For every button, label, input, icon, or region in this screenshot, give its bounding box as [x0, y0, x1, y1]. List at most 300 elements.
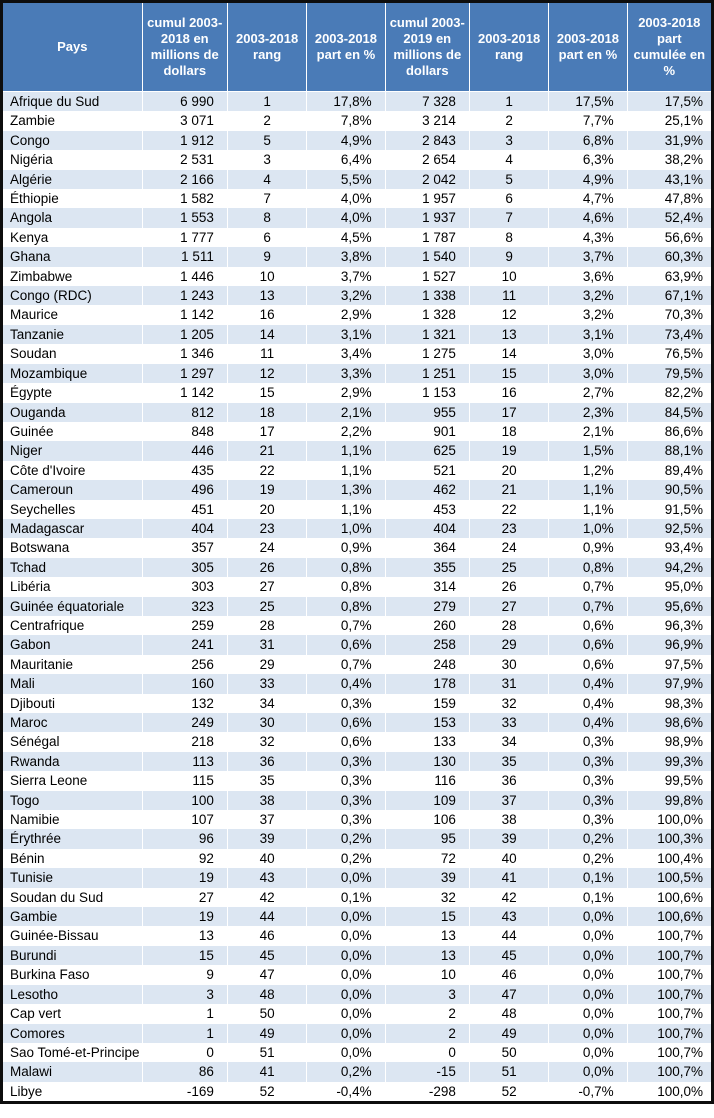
value-cell: 0,0% [549, 1062, 627, 1081]
value-cell: 13 [385, 926, 469, 945]
value-cell: 5 [227, 131, 306, 150]
value-cell: 132 [142, 694, 227, 713]
value-cell: 2 654 [385, 150, 469, 169]
value-cell: 0,1% [549, 888, 627, 907]
value-cell: 67,1% [627, 286, 712, 305]
value-cell: 21 [227, 441, 306, 460]
value-cell: 100,7% [627, 946, 712, 965]
table-row [2, 752, 713, 771]
value-cell: 6 990 [142, 92, 227, 112]
column-header-0: Pays [2, 2, 143, 92]
value-cell: 0,3% [307, 771, 385, 790]
value-cell: 2,2% [307, 422, 385, 441]
value-cell: 34 [469, 732, 548, 751]
value-cell: 20 [469, 461, 548, 480]
value-cell: 0,8% [307, 597, 385, 616]
value-cell: 40 [469, 849, 548, 868]
table-row [2, 907, 713, 926]
value-cell: 73,4% [627, 325, 712, 344]
value-cell: 9 [142, 965, 227, 984]
value-cell: 1 251 [385, 364, 469, 383]
value-cell: 5,5% [307, 170, 385, 189]
value-cell: 159 [385, 694, 469, 713]
value-cell: 303 [142, 577, 227, 596]
table-row [2, 247, 713, 266]
value-cell: 1,0% [549, 519, 627, 538]
country-cell: Congo [2, 131, 143, 150]
country-cell: Libye [2, 1082, 143, 1103]
value-cell: 2 166 [142, 170, 227, 189]
country-cell: Djibouti [2, 694, 143, 713]
value-cell: 3,8% [307, 247, 385, 266]
table-row [2, 111, 713, 130]
table-row [2, 286, 713, 305]
table-row [2, 635, 713, 654]
value-cell: 0,0% [307, 907, 385, 926]
value-cell: 72 [385, 849, 469, 868]
value-cell: 24 [227, 538, 306, 557]
table-row [2, 868, 713, 887]
value-cell: 99,5% [627, 771, 712, 790]
value-cell: 0 [385, 1043, 469, 1062]
value-cell: 0,3% [549, 771, 627, 790]
value-cell: 98,9% [627, 732, 712, 751]
value-cell: 14 [469, 344, 548, 363]
country-cell: Mauritanie [2, 655, 143, 674]
country-cell: Ghana [2, 247, 143, 266]
country-cell: Mozambique [2, 364, 143, 383]
value-cell: 23 [227, 519, 306, 538]
value-cell: 0,7% [549, 597, 627, 616]
table-row [2, 325, 713, 344]
table-row [2, 519, 713, 538]
value-cell: 3,1% [549, 325, 627, 344]
value-cell: 0,4% [307, 674, 385, 693]
value-cell: 1 153 [385, 383, 469, 402]
value-cell: 35 [227, 771, 306, 790]
table-row [2, 364, 713, 383]
value-cell: 96,3% [627, 616, 712, 635]
country-cell: Gabon [2, 635, 143, 654]
value-cell: 13 [142, 926, 227, 945]
value-cell: 256 [142, 655, 227, 674]
value-cell: 4,3% [549, 228, 627, 247]
value-cell: 1,1% [307, 441, 385, 460]
value-cell: 1 205 [142, 325, 227, 344]
country-cell: Rwanda [2, 752, 143, 771]
value-cell: 1 540 [385, 247, 469, 266]
country-cell: Tanzanie [2, 325, 143, 344]
value-cell: 19 [142, 868, 227, 887]
value-cell: 0,2% [549, 849, 627, 868]
value-cell: 1 [142, 1024, 227, 1043]
value-cell: 56,6% [627, 228, 712, 247]
country-cell: Sierra Leone [2, 771, 143, 790]
value-cell: 364 [385, 538, 469, 557]
country-cell: Érythrée [2, 829, 143, 848]
value-cell: 41 [469, 868, 548, 887]
value-cell: 40 [227, 849, 306, 868]
value-cell: 39 [227, 829, 306, 848]
table-row [2, 228, 713, 247]
table-row [2, 189, 713, 208]
value-cell: 41 [227, 1062, 306, 1081]
value-cell: 106 [385, 810, 469, 829]
value-cell: 0 [142, 1043, 227, 1062]
value-cell: 6,3% [549, 150, 627, 169]
country-cell: Maurice [2, 305, 143, 324]
value-cell: 100,6% [627, 907, 712, 926]
value-cell: 100 [142, 791, 227, 810]
value-cell: 404 [385, 519, 469, 538]
value-cell: 404 [142, 519, 227, 538]
value-cell: 7 [227, 189, 306, 208]
value-cell: 11 [227, 344, 306, 363]
column-header-1: cumul 2003-2018 en millions de dollars [142, 2, 227, 92]
value-cell: 0,3% [549, 752, 627, 771]
value-cell: 100,0% [627, 1082, 712, 1103]
value-cell: 31 [469, 674, 548, 693]
value-cell: 42 [469, 888, 548, 907]
value-cell: 0,0% [307, 1043, 385, 1062]
table-row [2, 441, 713, 460]
value-cell: 42 [227, 888, 306, 907]
value-cell: 27 [469, 597, 548, 616]
table-row [2, 383, 713, 402]
value-cell: 2,1% [549, 422, 627, 441]
country-cell: Éthiopie [2, 189, 143, 208]
value-cell: 99,3% [627, 752, 712, 771]
value-cell: 92 [142, 849, 227, 868]
value-cell: 1,1% [549, 480, 627, 499]
table-row [2, 616, 713, 635]
value-cell: 100,6% [627, 888, 712, 907]
value-cell: 44 [227, 907, 306, 926]
value-cell: 0,0% [549, 1004, 627, 1023]
value-cell: 100,7% [627, 926, 712, 945]
table-row [2, 305, 713, 324]
value-cell: 35 [469, 752, 548, 771]
country-cell: Centrafrique [2, 616, 143, 635]
value-cell: 22 [227, 461, 306, 480]
value-cell: 93,4% [627, 538, 712, 557]
value-cell: 4,6% [549, 208, 627, 227]
value-cell: 248 [385, 655, 469, 674]
value-cell: 46 [469, 965, 548, 984]
value-cell: 1 142 [142, 383, 227, 402]
value-cell: 92,5% [627, 519, 712, 538]
value-cell: 2,9% [307, 305, 385, 324]
value-cell: 0,2% [549, 829, 627, 848]
country-cell: Malawi [2, 1062, 143, 1081]
value-cell: 4,9% [549, 170, 627, 189]
value-cell: 0,3% [307, 752, 385, 771]
value-cell: 1 275 [385, 344, 469, 363]
value-cell: 4 [469, 150, 548, 169]
value-cell: 37 [469, 791, 548, 810]
value-cell: 27 [142, 888, 227, 907]
value-cell: 7,7% [549, 111, 627, 130]
value-cell: 355 [385, 558, 469, 577]
value-cell: 3 071 [142, 111, 227, 130]
value-cell: 3,2% [549, 305, 627, 324]
value-cell: 100,7% [627, 1043, 712, 1062]
value-cell: 451 [142, 500, 227, 519]
column-header-2: 2003-2018 rang [227, 2, 306, 92]
value-cell: 45 [227, 946, 306, 965]
value-cell: 16 [227, 305, 306, 324]
value-cell: 100,0% [627, 810, 712, 829]
value-cell: 1 321 [385, 325, 469, 344]
table-row [2, 1082, 713, 1103]
value-cell: 31 [227, 635, 306, 654]
value-cell: 3,3% [307, 364, 385, 383]
country-cell: Zimbabwe [2, 267, 143, 286]
value-cell: 13 [385, 946, 469, 965]
value-cell: 95 [385, 829, 469, 848]
value-cell: 94,2% [627, 558, 712, 577]
value-cell: 0,7% [307, 655, 385, 674]
country-cell: Soudan [2, 344, 143, 363]
value-cell: 133 [385, 732, 469, 751]
value-cell: 17,5% [627, 92, 712, 112]
value-cell: 305 [142, 558, 227, 577]
table-header [2, 2, 713, 92]
country-cell: Burkina Faso [2, 965, 143, 984]
value-cell: 19 [227, 480, 306, 499]
value-cell: 260 [385, 616, 469, 635]
value-cell: 0,1% [549, 868, 627, 887]
table-row [2, 150, 713, 169]
value-cell: 8 [227, 208, 306, 227]
country-cell: Cap vert [2, 1004, 143, 1023]
value-cell: 109 [385, 791, 469, 810]
value-cell: 848 [142, 422, 227, 441]
country-cell: Afrique du Sud [2, 92, 143, 112]
value-cell: 3,2% [307, 286, 385, 305]
value-cell: 446 [142, 441, 227, 460]
value-cell: 0,2% [307, 849, 385, 868]
value-cell: 43 [227, 868, 306, 887]
value-cell: 1 912 [142, 131, 227, 150]
table-row [2, 713, 713, 732]
value-cell: 6,8% [549, 131, 627, 150]
value-cell: 38 [227, 791, 306, 810]
value-cell: 1,1% [549, 500, 627, 519]
value-cell: 100,7% [627, 965, 712, 984]
table-row [2, 577, 713, 596]
value-cell: 39 [385, 868, 469, 887]
value-cell: 0,0% [307, 985, 385, 1004]
table-row [2, 829, 713, 848]
value-cell: 0,0% [307, 868, 385, 887]
value-cell: 178 [385, 674, 469, 693]
country-cell: Gambie [2, 907, 143, 926]
value-cell: 0,6% [549, 616, 627, 635]
value-cell: 901 [385, 422, 469, 441]
value-cell: 0,4% [549, 694, 627, 713]
value-cell: 0,4% [549, 713, 627, 732]
value-cell: 49 [227, 1024, 306, 1043]
value-cell: 3 [469, 131, 548, 150]
value-cell: 26 [469, 577, 548, 596]
value-cell: 100,3% [627, 829, 712, 848]
value-cell: 25,1% [627, 111, 712, 130]
value-cell: 0,0% [307, 1004, 385, 1023]
value-cell: 0,6% [549, 635, 627, 654]
country-cell: Burundi [2, 946, 143, 965]
value-cell: 12 [469, 305, 548, 324]
value-cell: 52 [227, 1082, 306, 1103]
value-cell: 0,0% [307, 965, 385, 984]
country-cell: Seychelles [2, 500, 143, 519]
value-cell: 16 [469, 383, 548, 402]
country-cell: Mali [2, 674, 143, 693]
value-cell: 1,5% [549, 441, 627, 460]
value-cell: 17 [469, 403, 548, 422]
value-cell: 3,0% [549, 364, 627, 383]
country-cell: Égypte [2, 383, 143, 402]
value-cell: 47 [469, 985, 548, 1004]
value-cell: 249 [142, 713, 227, 732]
value-cell: 99,8% [627, 791, 712, 810]
value-cell: 28 [227, 616, 306, 635]
value-cell: 1 [142, 1004, 227, 1023]
value-cell: 1,0% [307, 519, 385, 538]
value-cell: 19 [469, 441, 548, 460]
country-cell: Bénin [2, 849, 143, 868]
value-cell: 1 338 [385, 286, 469, 305]
value-cell: 3,6% [549, 267, 627, 286]
table-row [2, 655, 713, 674]
value-cell: 2 042 [385, 170, 469, 189]
value-cell: 1 957 [385, 189, 469, 208]
value-cell: -0,4% [307, 1082, 385, 1103]
value-cell: 7,8% [307, 111, 385, 130]
value-cell: 160 [142, 674, 227, 693]
value-cell: 97,5% [627, 655, 712, 674]
value-cell: 15 [142, 946, 227, 965]
country-cell: Tunisie [2, 868, 143, 887]
value-cell: 1 346 [142, 344, 227, 363]
value-cell: 96,9% [627, 635, 712, 654]
value-cell: 2 [469, 111, 548, 130]
value-cell: 812 [142, 403, 227, 422]
value-cell: 36 [227, 752, 306, 771]
value-cell: 115 [142, 771, 227, 790]
value-cell: 43 [469, 907, 548, 926]
table-row [2, 170, 713, 189]
table-row [2, 1043, 713, 1062]
value-cell: 0,7% [549, 577, 627, 596]
table-row [2, 810, 713, 829]
value-cell: 82,2% [627, 383, 712, 402]
value-cell: 30 [469, 655, 548, 674]
value-cell: 2,9% [307, 383, 385, 402]
value-cell: 60,3% [627, 247, 712, 266]
value-cell: 49 [469, 1024, 548, 1043]
value-cell: 9 [227, 247, 306, 266]
country-cell: Ouganda [2, 403, 143, 422]
value-cell: 95,0% [627, 577, 712, 596]
table-row [2, 403, 713, 422]
column-header-6: 2003-2018 part en % [549, 2, 627, 92]
value-cell: 32 [227, 732, 306, 751]
table-row [2, 92, 713, 112]
value-cell: 0,6% [549, 655, 627, 674]
value-cell: 17,8% [307, 92, 385, 112]
value-cell: 1 [227, 92, 306, 112]
column-header-7: 2003-2018 part cumulée en % [627, 2, 712, 92]
value-cell: 0,0% [549, 926, 627, 945]
value-cell: 1 328 [385, 305, 469, 324]
value-cell: 0,8% [549, 558, 627, 577]
value-cell: 0,3% [549, 732, 627, 751]
value-cell: 153 [385, 713, 469, 732]
column-header-3: 2003-2018 part en % [307, 2, 385, 92]
value-cell: 25 [469, 558, 548, 577]
value-cell: 70,3% [627, 305, 712, 324]
value-cell: 6,4% [307, 150, 385, 169]
value-cell: 453 [385, 500, 469, 519]
value-cell: 1,2% [549, 461, 627, 480]
table-row [2, 1024, 713, 1043]
country-cell: Guinée équatoriale [2, 597, 143, 616]
value-cell: 26 [227, 558, 306, 577]
value-cell: 258 [385, 635, 469, 654]
value-cell: 97,9% [627, 674, 712, 693]
value-cell: 1 582 [142, 189, 227, 208]
value-cell: 116 [385, 771, 469, 790]
value-cell: 13 [469, 325, 548, 344]
value-cell: 218 [142, 732, 227, 751]
table-row [2, 926, 713, 945]
value-cell: 1 243 [142, 286, 227, 305]
country-cell: Nigéria [2, 150, 143, 169]
value-cell: 45 [469, 946, 548, 965]
value-cell: 33 [469, 713, 548, 732]
value-cell: 15 [227, 383, 306, 402]
value-cell: 47,8% [627, 189, 712, 208]
value-cell: 1 937 [385, 208, 469, 227]
value-cell: 3 214 [385, 111, 469, 130]
table-row [2, 597, 713, 616]
value-cell: 625 [385, 441, 469, 460]
value-cell: 79,5% [627, 364, 712, 383]
value-cell: 88,1% [627, 441, 712, 460]
value-cell: 100,7% [627, 1024, 712, 1043]
value-cell: 24 [469, 538, 548, 557]
value-cell: 314 [385, 577, 469, 596]
value-cell: 23 [469, 519, 548, 538]
value-cell: -0,7% [549, 1082, 627, 1103]
value-cell: 2 843 [385, 131, 469, 150]
value-cell: 95,6% [627, 597, 712, 616]
value-cell: 2 [385, 1004, 469, 1023]
value-cell: 0,3% [549, 810, 627, 829]
value-cell: 39 [469, 829, 548, 848]
value-cell: 34 [227, 694, 306, 713]
value-cell: 2 [227, 111, 306, 130]
value-cell: 3,0% [549, 344, 627, 363]
value-cell: 0,0% [307, 1024, 385, 1043]
country-cell: Libéria [2, 577, 143, 596]
value-cell: 18 [469, 422, 548, 441]
value-cell: 462 [385, 480, 469, 499]
value-cell: 4,0% [307, 189, 385, 208]
value-cell: 98,3% [627, 694, 712, 713]
value-cell: 50 [227, 1004, 306, 1023]
